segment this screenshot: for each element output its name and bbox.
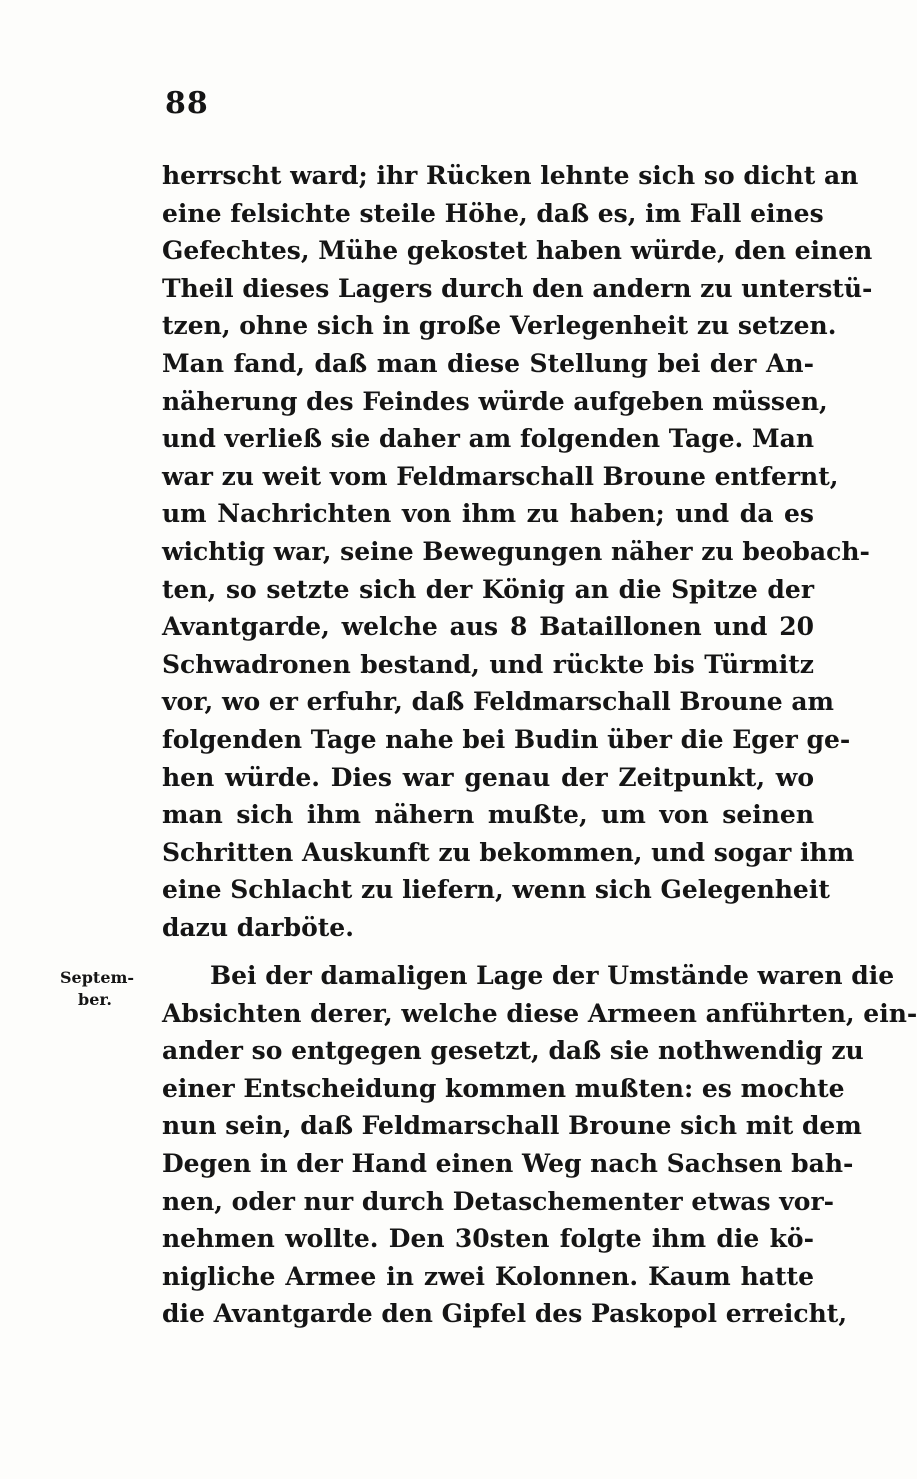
text-line: nen, oder nur durch Detaschementer etwas vor-	[162, 1186, 835, 1216]
text-line: Schwadronen bestand, und rückte bis Türmitz	[162, 649, 814, 679]
text-line: ander so entgegen gesetzt, daß sie nothwendig zu	[162, 1036, 864, 1066]
text-line: Absichten derer, welche diese Armeen anführten, ein-	[162, 998, 917, 1028]
text-line: Bei der damaligen Lage der Umstände waren die	[210, 961, 895, 990]
text-line: die Avantgarde den Gipfel des Paskopol erreicht,	[162, 1299, 848, 1329]
text-line: Gefechtes, Mühe gekostet haben würde, den einen	[162, 236, 873, 266]
paragraph	[162, 157, 873, 946]
text-line: nehmen wollte. Den 30sten folgte ihm die kö-	[162, 1224, 814, 1254]
text-line: eine Schlacht zu liefern, wenn sich Gelegenheit	[162, 875, 830, 905]
text-line: Avantgarde, welche aus 8 Bataillonen und 20	[162, 612, 814, 642]
page-number: 88	[165, 86, 209, 121]
paragraph	[162, 957, 917, 1333]
text-line: war zu weit vom Feldmarschall Broune entfernt,	[162, 461, 839, 491]
text-line: Man fand, daß man diese Stellung bei der An-	[162, 348, 814, 378]
text-line: einer Entscheidung kommen mußten: es mochte	[162, 1073, 845, 1103]
text-line: und verließ sie daher am folgenden Tage. Man	[162, 424, 814, 454]
marginal-note-line: Septem-	[60, 968, 135, 987]
text-line: Theil dieses Lagers durch den andern zu unterstü-	[162, 273, 873, 303]
text-line: dazu darböte.	[162, 912, 354, 942]
text-line: um Nachrichten von ihm zu haben; und da es	[162, 499, 814, 529]
text-line: Degen in der Hand einen Weg nach Sachsen bah-	[162, 1148, 854, 1178]
marginal-note-line: ber.	[78, 990, 112, 1009]
text-line: eine felsichte steile Höhe, daß es, im Fall eines	[162, 198, 824, 228]
text-line: nun sein, daß Feldmarschall Broune sich mit dem	[162, 1111, 862, 1141]
text-line: folgenden Tage nahe bei Budin über die Eger ge-	[162, 724, 851, 754]
text-line: näherung des Feindes würde aufgeben müssen,	[162, 386, 828, 416]
text-line: hen würde. Dies war genau der Zeitpunkt, wo	[162, 762, 814, 792]
text-line: man sich ihm nähern mußte, um von seinen	[162, 800, 814, 830]
text-line: tzen, ohne sich in große Verlegenheit zu setzen.	[162, 311, 837, 341]
text-line: ten, so setzte sich der König an die Spitze der	[162, 574, 814, 604]
text-line: Schritten Auskunft zu bekommen, und sogar ihm	[162, 837, 855, 867]
text-line: vor, wo er erfuhr, daß Feldmarschall Broune am	[162, 687, 835, 717]
text-line: herrscht ward; ihr Rücken lehnte sich so dicht an	[162, 161, 859, 190]
text-line: wichtig war, seine Bewegungen näher zu beobach-	[162, 536, 870, 566]
marginal-note	[60, 967, 134, 1011]
text-line: nigliche Armee in zwei Kolonnen. Kaum hatte	[162, 1261, 814, 1291]
